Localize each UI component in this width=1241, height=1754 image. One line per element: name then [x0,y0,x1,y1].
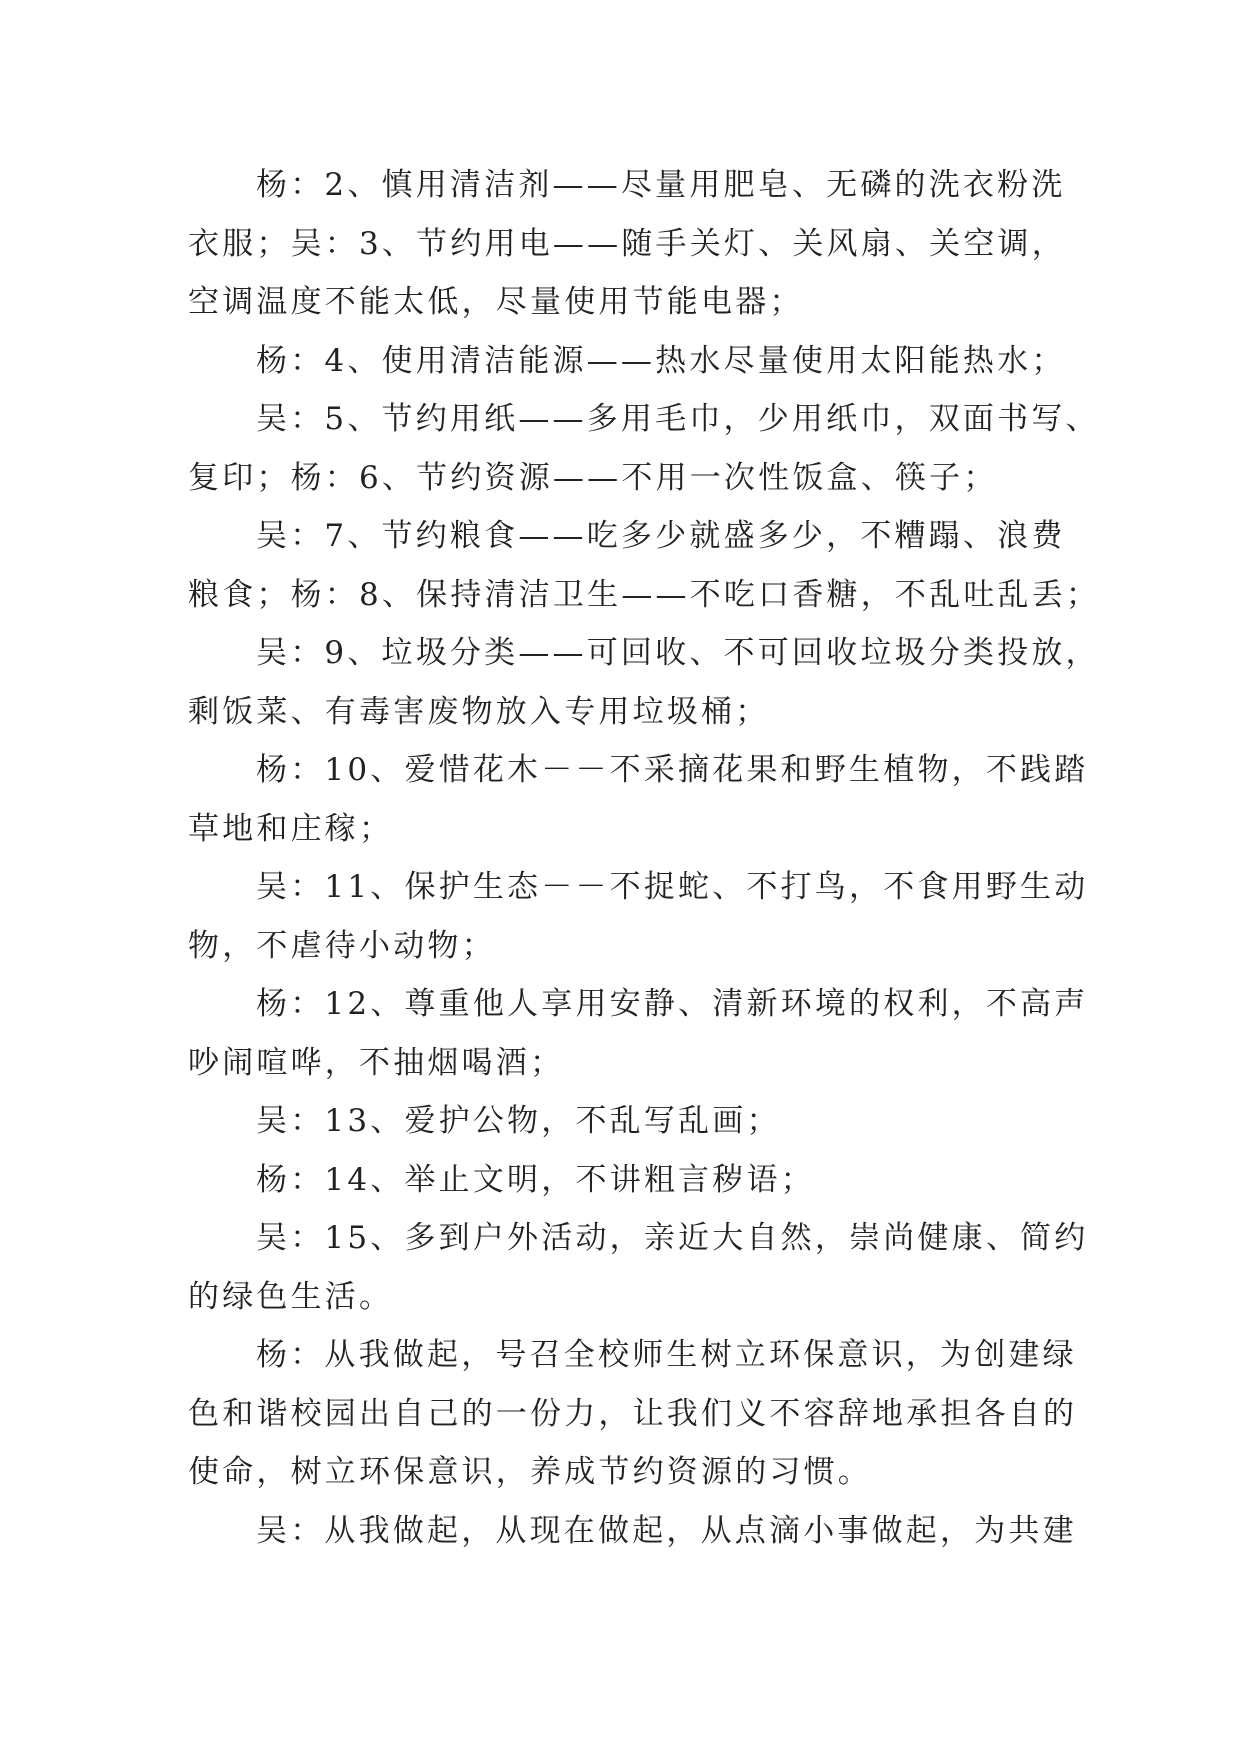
text-line: 草地和庄稼； [188,810,394,847]
text-line: 使命，树立环保意识，养成节约资源的习惯。 [188,1454,872,1490]
text-line: 吴：5、节约用纸——多用毛巾，少用纸巾，双面书写、 [256,401,1100,437]
document-body [188,156,1101,1560]
text-line: 杨：10、爱惜花木－－不采摘花果和野生植物，不践踏 [256,752,1089,788]
text-line: 杨：2、慎用清洁剂——尽量用肥皂、无磷的洗衣粉洗 [256,167,1066,203]
text-line: 吴：13、爱护公物，不乱写乱画； [256,1103,781,1139]
text-line: 杨：12、尊重他人享用安静、清新环境的权利，不高声 [256,986,1089,1022]
text-line: 吴：15、多到户外活动，亲近大自然，崇尚健康、简约 [256,1220,1089,1256]
text-line: 吴：7、节约粮食——吃多少就盛多少，不糟蹋、浪费 [256,518,1066,554]
text-line: 吴：9、垃圾分类——可回收、不可回收垃圾分类投放， [256,635,1100,671]
text-line: 色和谐校园出自己的一份力，让我们义不容辞地承担各自的 [188,1395,1078,1432]
text-line: 物，不虐待小动物； [188,927,496,964]
text-line: 的绿色生活。 [188,1278,394,1315]
text-line: 复印；杨：6、节约资源——不用一次性饭盒、筷子； [188,459,998,496]
text-line: 空调温度不能太低，尽量使用节能电器； [188,284,804,320]
text-line: 杨：从我做起，号召全校师生树立环保意识，为创建绿 [256,1337,1077,1373]
text-line: 粮食；杨：8、保持清洁卫生——不吃口香糖，不乱吐乱丢； [188,576,1101,613]
text-line: 剩饭菜、有毒害废物放入专用垃圾桶； [188,693,770,730]
text-line: 吴：11、保护生态－－不捉蛇、不打鸟，不食用野生动 [256,869,1089,905]
text-line: 杨：4、使用清洁能源——热水尽量使用太阳能热水； [256,342,1066,379]
text-line: 衣服；吴：3、节约用电——随手关灯、关风扇、关空调， [188,225,1066,262]
text-line: 吴：从我做起，从现在做起，从点滴小事做起，为共建 [256,1512,1077,1549]
text-line: 吵闹喧哗，不抽烟喝酒； [188,1044,565,1081]
text-line: 杨：14、举止文明，不讲粗言秽语； [256,1161,815,1198]
